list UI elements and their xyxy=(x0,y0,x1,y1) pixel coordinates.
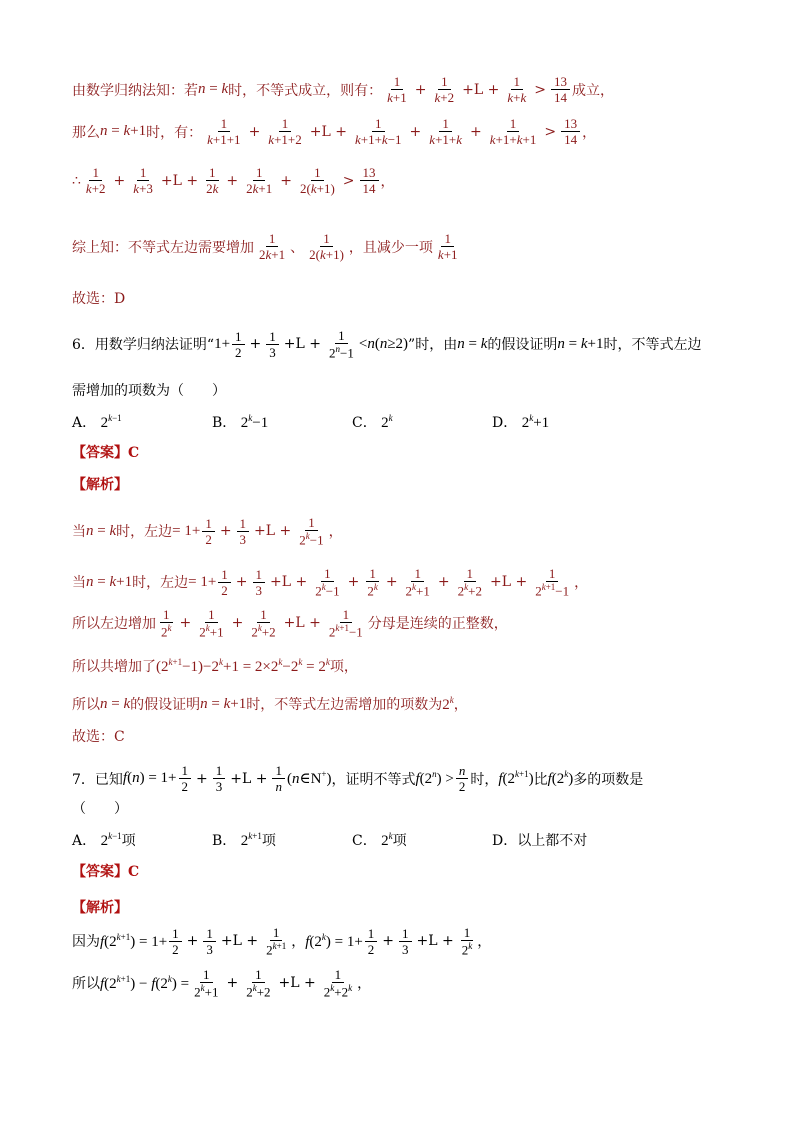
option-a: A． $2^{k-1}$项 xyxy=(72,831,136,849)
option-c: C． 2$^k$ xyxy=(352,413,393,431)
text: 时，左边 xyxy=(116,524,173,541)
text: ”时，由 xyxy=(408,337,458,354)
question-6-stem-line2: 需增加的项数为（ ） xyxy=(72,383,226,399)
option-suffix: 项 xyxy=(121,833,136,849)
text: 所以 xyxy=(72,697,100,713)
text: 所以左边增加 xyxy=(72,616,156,633)
question-6-options xyxy=(72,412,549,432)
q6-analysis-line-3: 所以左边增加 $\frac{1}{2^k}$ + $\frac{1}{2^k+1}$ + $\frac{1}{2^k+2}$ +L + $\frac{1}{2^{k+1}-1}$ 分母是连续的正整数， xyxy=(72,607,508,640)
text: 时，不等式左边 xyxy=(603,337,702,354)
text: 时，有： xyxy=(146,124,203,141)
analysis-label: 【解析】 xyxy=(72,477,128,493)
text: 7．已知 xyxy=(72,771,123,788)
induction-line-3: ∴ $\frac{1}{k+2}$ + $\frac{1}{k+3}$ +L + $\frac{1}{2k}$ + $\frac{1}{2k+1}$ + $\frac{1}{2(k+1)}$ > $\frac{13}{14}$ ， xyxy=(72,165,395,196)
text: 综上知：不等式左边需要增加 xyxy=(72,239,254,256)
text: 因为 xyxy=(72,934,100,951)
text: 那么 xyxy=(72,124,100,141)
summary-line: 综上知：不等式左边需要增加 $\frac{1}{2k+1}$ 、 $\frac{1}{2(k+1)}$ ，且减少一项 $\frac{1}{k+1}$ xyxy=(72,231,458,262)
option-label: D． xyxy=(492,415,518,431)
option-suffix: 项 xyxy=(261,833,276,849)
text: 时，左边 xyxy=(132,575,189,592)
question-6-stem: 6．用数学归纳法证明“ 1+ $\frac{1}{2}$ + $\frac{1}{3}$ +L + $\frac{1}{2^n-1}$ <n(n≥2) ”时，由 n = k 的假设证明 n = k+1 时，不等式左边 xyxy=(72,328,702,361)
option-label: A． xyxy=(72,833,97,849)
answer-label: 【答案】C xyxy=(72,445,140,461)
text: 所以共增加了 xyxy=(72,659,156,675)
option-label: B． xyxy=(212,415,237,431)
option-label: A． xyxy=(72,415,97,431)
option-a: A． $2^{k-1}$ xyxy=(72,413,122,431)
text: 时，不等式左边需增加的项数为 xyxy=(246,697,443,713)
q7-analysis-line-1: 因为 $f(2^{k+1}) = 1+$ $\frac{1}{2}$ + $\frac{1}{3}$ +L + $\frac{1}{2^{k+1}}$ ， $f(2^k) = 1+$ $\frac{1}{2}$ + $\frac{1}{3}$ +L + $\frac{1}{2^k}$ ， xyxy=(72,925,492,958)
q7-analysis-line-2: 所以 $f(2^{k+1}) - f(2^k)$ = $\frac{1}{2^k+1}$ + $\frac{1}{2^k+2}$ +L + $\frac{1}{2^k+2^k}$ ， xyxy=(72,967,372,1000)
therefore-symbol: ∴ xyxy=(72,172,81,189)
induction-line-1: 由数学归纳法知：若 n = k 时，不等式成立，则有： $\frac{1}{k+1}$ + $\frac{1}{k+2}$ +L + $\frac{1}{k+k}$ > $\frac{13}{14}$ 成立， xyxy=(72,74,614,105)
text: 、 xyxy=(290,239,305,256)
q6-choose-line: 故选：C xyxy=(72,729,125,745)
question-7-options xyxy=(72,830,587,850)
text: 多的项数是 xyxy=(573,771,644,788)
option-d: D．以上都不对 xyxy=(492,833,588,849)
text: 由数学归纳法知：若 xyxy=(72,82,198,99)
text: ，证明不等式 xyxy=(331,771,416,788)
text: 当 xyxy=(72,524,86,541)
induction-line-2: 那么 n = k+1 时，有： $\frac{1}{k+1+1}$ + $\frac{1}{k+1+2}$ +L + $\frac{1}{k+1+k-1}$ + $\frac{1}{k+1+k}$ + $\frac{1}{k+1+k+1}$ > $\frac{13}{14}$ ， xyxy=(72,116,597,147)
text: 当 xyxy=(72,575,86,592)
question-7-stem-line2: （ ） xyxy=(72,801,128,817)
option-label: C． xyxy=(352,833,377,849)
option-b: B． $2^k-1$ xyxy=(212,413,269,431)
text: ，且减少一项 xyxy=(348,239,433,256)
text: ， xyxy=(453,697,468,713)
text: 分母是连续的正整数， xyxy=(367,616,508,633)
answer-label: 【答案】C xyxy=(72,864,140,880)
q6-analysis-line-4: 所以共增加了 $(2^{k+1}-1)-2^k+1 = 2\times 2^k-2^k = 2^k$ 项， xyxy=(72,656,358,675)
text: 的假设证明 xyxy=(487,337,558,354)
option-label: C． xyxy=(352,415,377,431)
text: 所以 xyxy=(72,976,100,993)
question-7-stem: 7．已知 f(n) = 1+ $\frac{1}{2}$ + $\frac{1}{3}$ +L + $\frac{1}{n}$ (n∈N+) ，证明不等式 $f(2^n)$ > $\frac{n}{2}$ 时， $f(2^{k+1})$ 比 f(2$^k$) 多的项数是 xyxy=(72,763,644,794)
text: 比 xyxy=(533,771,548,788)
text: 项， xyxy=(329,659,358,675)
q6-analysis-line-2: 当 n = k+1 时，左边 = 1+ $\frac{1}{2}$ + $\frac{1}{3}$ +L + $\frac{1}{2^k-1}$ + $\frac{1}{2^k}$ + $\frac{1}{2^k+1}$ + $\frac{1}{2^k+2}$ +L + $\frac{1}{2^{k+1}-1}$ ， xyxy=(72,566,589,599)
option-suffix: 项 xyxy=(392,833,407,849)
choose-line: 故选：D xyxy=(72,291,126,307)
option-label: B． xyxy=(212,833,237,849)
text: 的假设证明 xyxy=(130,697,201,713)
text: 6．用数学归纳法证明“ xyxy=(72,337,215,354)
analysis-label: 【解析】 xyxy=(72,900,128,916)
text: 时，不等式成立，则有： xyxy=(228,82,383,99)
option-d: D． $2^k+1$ xyxy=(492,413,550,431)
option-b: B． $2^{k+1}$项 xyxy=(212,831,276,849)
text: 成立， xyxy=(571,82,614,99)
q6-analysis-line-5: 所以 n = k 的假设证明 n = k+1 时，不等式左边需增加的项数为 2$^k$ ， xyxy=(72,694,468,713)
q6-analysis-line-1: 当 n = k 时，左边 = 1+ $\frac{1}{2}$ + $\frac{1}{3}$ +L + $\frac{1}{2^k-1}$ ， xyxy=(72,515,343,548)
option-c: C． 2$^k$项 xyxy=(352,831,407,849)
text: 时， xyxy=(470,771,499,788)
